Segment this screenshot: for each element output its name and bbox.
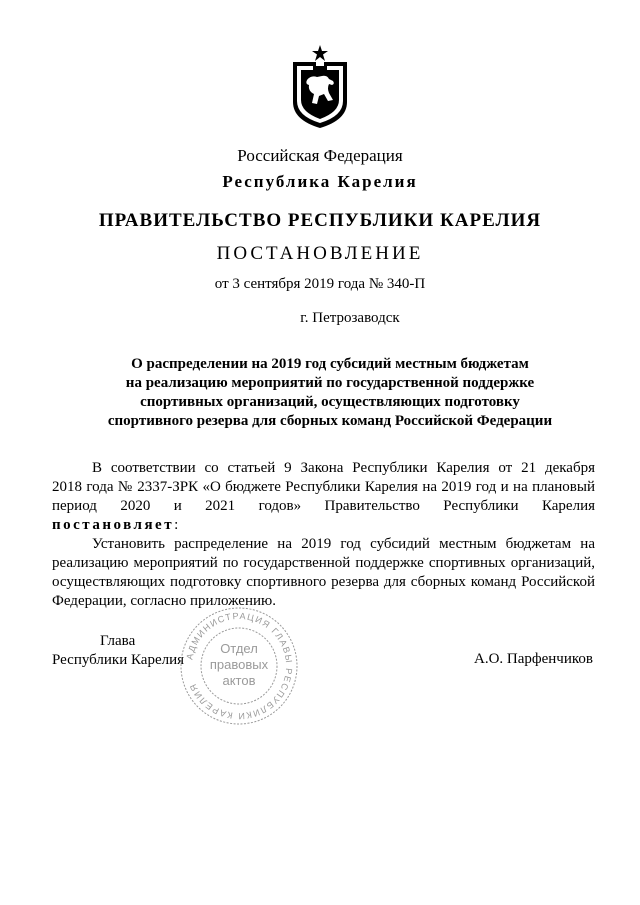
- stamp-seal: [177, 604, 301, 728]
- federation-label: Российская Федерация: [237, 146, 403, 165]
- decides-line: [52, 516, 595, 535]
- city-label: г. Петрозаводск: [300, 310, 400, 326]
- body-line: период 2020 и 2021 годов» Правительство Республики Карелия: [52, 498, 595, 514]
- body-line: Федерации, согласно приложению.: [52, 593, 276, 609]
- signature-title-line: Республики Карелия: [52, 652, 185, 668]
- government-title: ПРАВИТЕЛЬСТВО РЕСПУБЛИКИ КАРЕЛИЯ: [98, 210, 542, 231]
- signature-title: [52, 632, 184, 670]
- body-line: 2018 года № 2337-ЗРК «О бюджете Республики Карелия на 2019 год и на плановый: [52, 479, 595, 495]
- decides-word: постановляет: [52, 517, 175, 533]
- coat-of-arms-icon: [289, 44, 351, 129]
- subject-line: на реализацию мероприятий по государственной поддержке: [125, 375, 535, 391]
- body-line: Установить распределение на 2019 год субсидий местным бюджетам на: [92, 536, 595, 552]
- subject-line: спортивных организаций, осуществляющих подготовку: [140, 394, 520, 410]
- subject-line: спортивного резерва для сборных команд Российской Федерации: [107, 413, 553, 429]
- body-line: В соответствии со статьей 9 Закона Республики Карелия от 21 декабря: [92, 460, 595, 476]
- date-number: от 3 сентября 2019 года № 340-П: [214, 276, 426, 292]
- republic-label: Республика Карелия: [222, 172, 418, 191]
- body-line: осуществляющих подготовку спортивного резерва для сборных команд Российской: [52, 574, 595, 590]
- document-subject: [80, 355, 580, 431]
- body-line: реализацию мероприятий по государственной поддержке спортивных организаций,: [52, 555, 595, 571]
- stamp-line: Отдел: [220, 641, 258, 656]
- paragraph-resolution: [52, 535, 595, 611]
- stamp-ring-text: АДМИНИСТРАЦИЯ ГЛАВЫ РЕСПУБЛИКИ КАРЕЛИЯ: [184, 610, 295, 722]
- decides-colon: :: [174, 517, 179, 533]
- subject-line: О распределении на 2019 год субсидий местным бюджетам: [131, 356, 529, 372]
- paragraph-preamble: [52, 459, 595, 535]
- stamp-line: актов: [222, 673, 256, 688]
- decree-type: ПОСТАНОВЛЕНИЕ: [216, 243, 424, 264]
- signature-title-line: Глава: [100, 633, 136, 649]
- stamp-line: правовых: [209, 657, 269, 672]
- signer-name: А.О. Парфенчиков: [474, 651, 593, 667]
